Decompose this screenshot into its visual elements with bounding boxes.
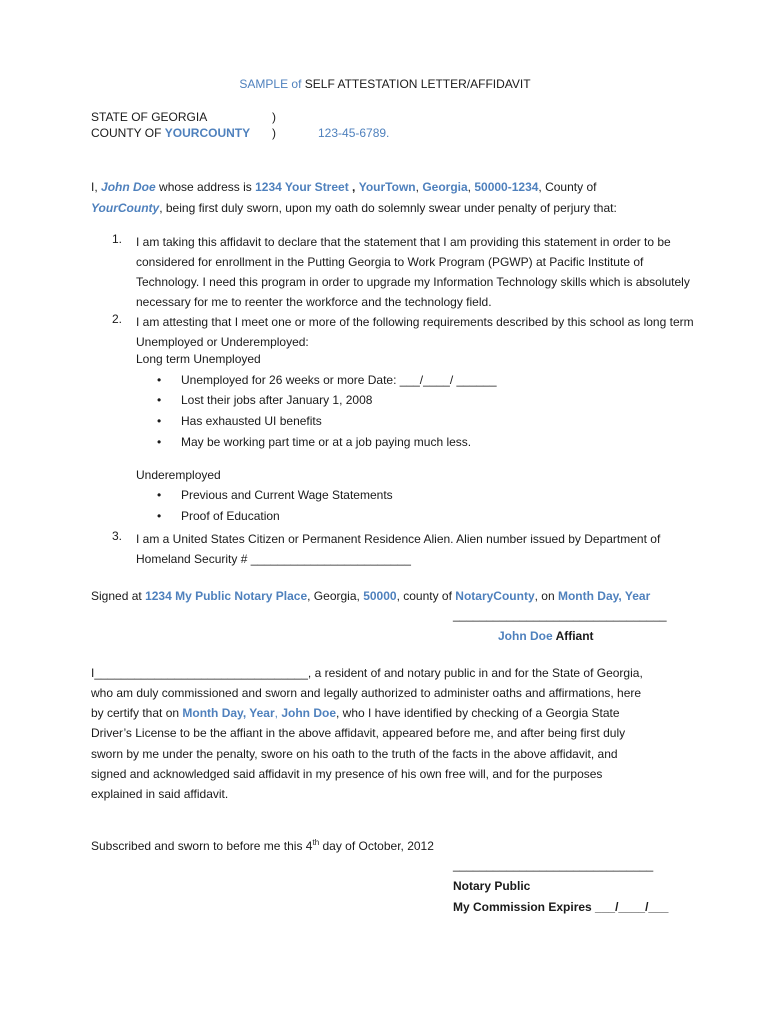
- intro-rest: , being first duly sworn, upon my oath do solemnly swear under penalty of perjury that:: [159, 200, 617, 215]
- notary-line-2: who am duly commissioned and sworn and legally authorized to administer oaths and affirmations, here: [91, 686, 642, 700]
- notary-zip: 50000: [363, 589, 397, 603]
- comma-1: ,: [352, 180, 356, 194]
- notary-comma: ,: [274, 706, 278, 720]
- intro-address-text: whose address is: [159, 180, 252, 194]
- notary-line-7: explained in said affidavit.: [91, 787, 229, 801]
- notary-place: 1234 My Public Notary Place: [145, 589, 308, 603]
- affiant-signature-line: ________________________________: [453, 608, 667, 622]
- notary-line-3-pre: by certify that on: [91, 706, 180, 720]
- street: 1234 Your Street: [255, 180, 349, 194]
- signed-mid-3: , on: [534, 589, 555, 603]
- notary-affiant-name: John Doe: [281, 706, 336, 720]
- notary-date: Month Day, Year: [182, 706, 275, 720]
- caption-state: STATE OF GEORGIA: [91, 110, 208, 124]
- affiant-label: Affiant: [555, 629, 594, 643]
- notary-line-4: Driver’s License to be the affiant in the above affidavit, appeared before me, and after being first duly: [91, 726, 626, 740]
- bullet: •: [157, 393, 162, 407]
- underemployed-bullet-1: Previous and Current Wage Statements: [181, 488, 393, 502]
- long-term-bullet-2: Lost their jobs after January 1, 2008: [181, 393, 373, 407]
- notary-line-1: I________________________________, a resident of and notary public in and for the State of Georgia,: [91, 666, 643, 680]
- long-term-heading: Long term Unemployed: [136, 352, 261, 366]
- title-sample: SAMPLE of: [239, 77, 302, 91]
- intro-county: YourCounty: [91, 200, 160, 215]
- long-term-bullet-4: May be working part time or at a job paying much less.: [181, 435, 472, 449]
- comma-3: ,: [467, 180, 472, 194]
- caption-paren-1: ): [272, 110, 276, 124]
- county-prefix: COUNTY OF: [91, 126, 162, 140]
- town: YourTown: [358, 180, 416, 194]
- item-3-text: I am a United States Citizen or Permanent Residence Alien. Alien number issued by Department of Homeland Security # ________________________: [136, 532, 661, 566]
- intro-county-text: , County of: [538, 180, 597, 194]
- notary-line-6: signed and acknowledged said affidavit in my presence of his own free will, and for the purposes: [91, 767, 603, 781]
- item-3-number: 3.: [112, 529, 123, 543]
- affiant-name: John Doe: [101, 180, 156, 194]
- notary-line-3-post: , who I have identified by checking of a Georgia State: [336, 706, 620, 720]
- bullet: •: [157, 435, 162, 449]
- commission-expires: My Commission Expires ___/____/___: [453, 900, 669, 914]
- comma-2: ,: [415, 180, 419, 194]
- intro-paragraph: [91, 177, 691, 218]
- bullet: •: [157, 373, 162, 387]
- item-2-number: 2.: [112, 312, 123, 326]
- signed-mid-1: , Georgia,: [307, 589, 360, 603]
- document-title: [0, 77, 770, 91]
- item-2-text: I am attesting that I meet one or more of the following requirements described by this school as long term Unemployed or Underemployed:: [136, 315, 694, 349]
- notary-county: NotaryCounty: [455, 589, 535, 603]
- item-1-text: I am taking this affidavit to declare that the statement that I am providing this statement in order to be considered for enrollment in the Putting Georgia to Work Program (PGWP) at Pacific Institute of Technology. I need this program in order to upgrade my Information Technology skills which is absolutely necessary for me to reenter the workforce and the technology field.: [136, 235, 690, 309]
- long-term-bullet-3: Has exhausted UI benefits: [181, 414, 322, 428]
- caption-ssn: 123-45-6789.: [318, 126, 390, 140]
- subscribed-post: day of October, 2012: [319, 839, 434, 853]
- bullet: •: [157, 509, 162, 523]
- long-term-bullet-1: Unemployed for 26 weeks or more Date: ___/____/ ______: [181, 373, 497, 387]
- subscribed-line: [91, 839, 434, 853]
- signed-prefix: Signed at: [91, 589, 142, 603]
- subscribed-sup: th: [312, 838, 320, 847]
- caption-county: [91, 126, 250, 140]
- notary-public-label: Notary Public: [453, 879, 531, 893]
- signed-mid-2: , county of: [396, 589, 452, 603]
- affiant-signature-name: John Doe: [498, 629, 553, 643]
- notary-signature-line: ______________________________: [453, 858, 654, 872]
- underemployed-heading: Underemployed: [136, 468, 221, 482]
- signed-date: Month Day, Year: [557, 589, 651, 603]
- notary-line-3: [91, 706, 620, 720]
- zip: 50000-1234: [474, 180, 539, 194]
- title-text: SELF ATTESTATION LETTER/AFFIDAVIT: [304, 77, 531, 91]
- intro-i: I,: [91, 180, 98, 194]
- underemployed-bullet-2: Proof of Education: [181, 509, 280, 523]
- state: Georgia: [422, 180, 468, 194]
- bullet: •: [157, 488, 162, 502]
- item-1-number: 1.: [112, 232, 123, 246]
- signed-at-line: [91, 589, 650, 603]
- notary-line-5: sworn by me under the penalty, swore on his oath to the truth of the facts in the above affidavit, and: [91, 747, 618, 761]
- bullet: •: [157, 414, 162, 428]
- caption-paren-2: ): [272, 126, 276, 140]
- county-name: YOURCOUNTY: [164, 126, 251, 140]
- affiant-label-line: [498, 629, 594, 643]
- subscribed-pre: Subscribed and sworn to before me this 4: [91, 839, 313, 853]
